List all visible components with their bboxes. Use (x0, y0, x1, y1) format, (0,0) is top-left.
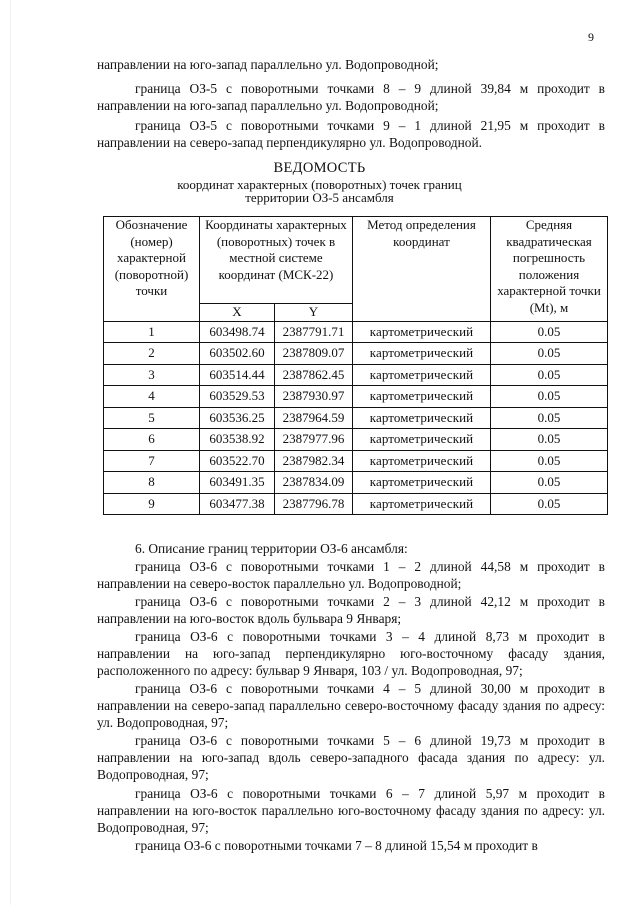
method: картометрический (353, 364, 491, 386)
table-row (104, 364, 608, 386)
error-mt: 0.05 (491, 343, 608, 365)
coordinates-table (103, 216, 608, 515)
coord-x: 603529.53 (200, 386, 275, 408)
paragraph-oz6-7-8: граница ОЗ-6 с поворотными точками 7 – 8 длиной 15,54 м проходит в (135, 838, 538, 853)
table-row (104, 493, 608, 515)
table-row (104, 472, 608, 494)
paragraph-oz6-1-2: граница ОЗ-6 с поворотными точками 1 – 2 длиной 44,58 м проходит в направлении на северо-восток параллельно ул. Водопроводной; (97, 559, 605, 591)
statement-title: ВЕДОМОСТЬ (273, 160, 366, 176)
coord-y: 2387809.07 (275, 343, 353, 365)
statement-subtitle-line1: координат характерных (поворотных) точек границ (177, 177, 462, 192)
point-number: 7 (104, 450, 200, 472)
coord-x: 603477.38 (200, 493, 275, 515)
point-number: 2 (104, 343, 200, 365)
method: картометрический (353, 386, 491, 408)
point-number: 8 (104, 472, 200, 494)
paragraph-oz6-6-7: граница ОЗ-6 с поворотными точками 6 – 7 длиной 5,97 м проходит в направлении на юго-восток параллельно юго-восточному фасаду здания по адресу: ул. Водопроводная, 97; (97, 786, 605, 835)
table-row (104, 386, 608, 408)
table-row (104, 321, 608, 343)
error-mt: 0.05 (491, 364, 608, 386)
coord-y: 2387977.96 (275, 429, 353, 451)
method: картометрический (353, 321, 491, 343)
point-number: 3 (104, 364, 200, 386)
header-x: X (200, 304, 275, 322)
coord-x: 603514.44 (200, 364, 275, 386)
method: картометрический (353, 450, 491, 472)
coord-x: 603502.60 (200, 343, 275, 365)
error-mt: 0.05 (491, 321, 608, 343)
paragraph-oz6-5-6: граница ОЗ-6 с поворотными точками 5 – 6 длиной 19,73 м проходит в направлении на юго-запад вдоль северо-западного фасада здания по адресу: ул. Водопроводная, 97; (97, 733, 605, 782)
scan-edge-line (10, 0, 11, 905)
table-row (104, 343, 608, 365)
coord-y: 2387834.09 (275, 472, 353, 494)
method: картометрический (353, 472, 491, 494)
method: картометрический (353, 429, 491, 451)
table-row (104, 407, 608, 429)
coord-x: 603536.25 (200, 407, 275, 429)
method: картометрический (353, 493, 491, 515)
coord-y: 2387982.34 (275, 450, 353, 472)
paragraph-oz5-8-9: граница ОЗ-5 с поворотными точками 8 – 9 длиной 39,84 м проходит в направлении на юго-запад параллельно ул. Водопроводной; (97, 81, 605, 113)
paragraph-oz6-4-5: граница ОЗ-6 с поворотными точками 4 – 5 длиной 30,00 м проходит в направлении на северо-запад параллельно северо-восточному фасаду здания по адресу: ул. Водопроводная, 97; (97, 681, 605, 730)
coord-x: 603491.35 (200, 472, 275, 494)
section6-heading: 6. Описание границ территории ОЗ-6 ансамбля: (135, 541, 408, 556)
header-error: Средняя квадратическая погрешность положения характерной точки (Mt), м (491, 217, 608, 322)
coord-x: 603538.92 (200, 429, 275, 451)
coord-y: 2387964.59 (275, 407, 353, 429)
method: картометрический (353, 343, 491, 365)
header-method: Метод определения координат (353, 217, 491, 322)
header-y: Y (275, 304, 353, 322)
point-number: 1 (104, 321, 200, 343)
point-number: 9 (104, 493, 200, 515)
coord-y: 2387796.78 (275, 493, 353, 515)
error-mt: 0.05 (491, 450, 608, 472)
error-mt: 0.05 (491, 386, 608, 408)
coord-x: 603498.74 (200, 321, 275, 343)
paragraph-continued: направлении на юго-запад параллельно ул. Водопроводной; (97, 57, 439, 72)
coord-y: 2387930.97 (275, 386, 353, 408)
error-mt: 0.05 (491, 472, 608, 494)
error-mt: 0.05 (491, 493, 608, 515)
error-mt: 0.05 (491, 407, 608, 429)
coord-y: 2387791.71 (275, 321, 353, 343)
point-number: 4 (104, 386, 200, 408)
paragraph-oz6-3-4: граница ОЗ-6 с поворотными точками 3 – 4 длиной 8,73 м проходит в направлении на юго-запад перпендикулярно юго-восточному фасаду здания, расположенного по адресу: бульвар 9 Января, 103 / ул. Водопроводная, 97; (97, 629, 605, 678)
coord-x: 603522.70 (200, 450, 275, 472)
table-row (104, 450, 608, 472)
statement-subtitle-line2: территории ОЗ-5 ансамбля (245, 190, 394, 205)
header-coordinates: Координаты характерных (поворотных) точек в местной системе координат (МСК-22) (200, 217, 353, 304)
paragraph-oz6-2-3: граница ОЗ-6 с поворотными точками 2 – 3 длиной 42,12 м проходит в направлении на юго-восток вдоль бульвара 9 Января; (97, 594, 605, 626)
coord-y: 2387862.45 (275, 364, 353, 386)
table-row (104, 429, 608, 451)
paragraph-oz5-9-1: граница ОЗ-5 с поворотными точками 9 – 1 длиной 21,95 м проходит в направлении на северо-запад перпендикулярно ул. Водопроводной. (97, 118, 605, 150)
method: картометрический (353, 407, 491, 429)
header-designation: Обозначение (номер) характерной (поворотной) точки (104, 217, 200, 322)
error-mt: 0.05 (491, 429, 608, 451)
page-number: 9 (588, 30, 594, 44)
point-number: 6 (104, 429, 200, 451)
point-number: 5 (104, 407, 200, 429)
